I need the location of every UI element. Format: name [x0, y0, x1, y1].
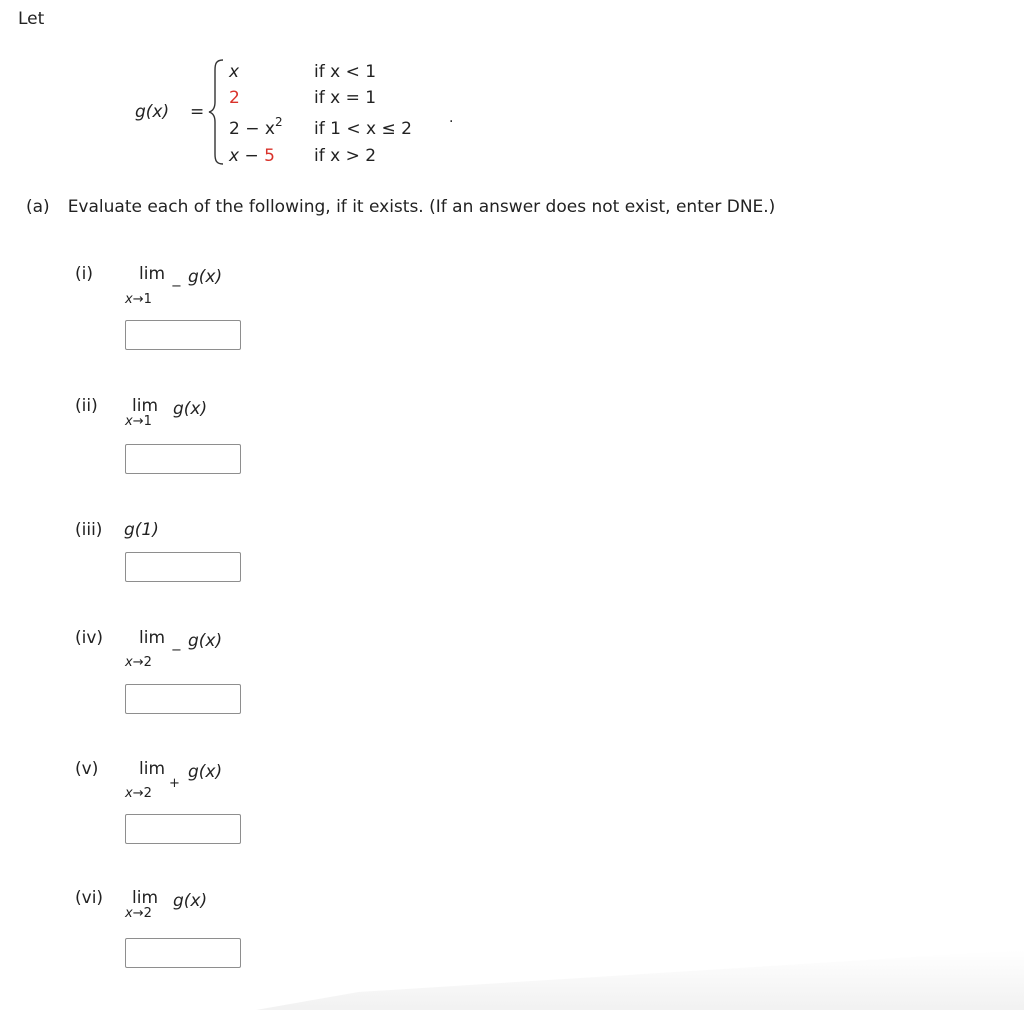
left-brace-icon: [208, 58, 226, 166]
limit-label: lim: [139, 759, 166, 779]
question-number: (iv): [75, 628, 104, 648]
equals-sign: =: [190, 102, 205, 122]
question-number: (i): [75, 264, 93, 284]
limit-label: lim: [139, 264, 166, 284]
piece-3-exponent: 2: [274, 115, 283, 129]
limit-function: g(x): [173, 399, 208, 419]
answer-input-iii[interactable]: [125, 552, 241, 582]
piece-4-expr: [229, 146, 275, 166]
limit-label: lim: [132, 396, 159, 416]
limit-side: −: [171, 643, 182, 658]
piece-3-condition: if 1 < x ≤ 2: [314, 119, 412, 139]
part-a-heading: [26, 197, 775, 217]
answer-input-iv[interactable]: [125, 684, 241, 714]
question-number: (ii): [75, 396, 98, 416]
piece-2-expr: 2: [229, 88, 240, 108]
limit-subscript: x→2: [125, 786, 152, 801]
piece-3-base: 2 − x: [229, 119, 275, 139]
piece-1-condition: if x < 1: [314, 62, 377, 82]
question-number: (vi): [75, 888, 104, 908]
limit-subscript: x→1: [125, 292, 152, 307]
piece-4-var: x −: [229, 146, 265, 166]
question-number: (v): [75, 759, 99, 779]
part-a-instruction: Evaluate each of the following, if it exists. (If an answer does not exist, enter DNE.): [67, 197, 776, 217]
limit-function: g(x): [173, 891, 208, 911]
limit-function: g(x): [188, 762, 223, 782]
function-value: g(1): [124, 520, 159, 540]
question-number: (iii): [75, 520, 103, 540]
limit-function: g(x): [188, 631, 223, 651]
piece-3-expr: [229, 115, 283, 139]
limit-side: +: [169, 776, 180, 791]
limit-function: g(x): [188, 267, 223, 287]
limit-subscript: x→2: [125, 655, 152, 670]
piece-4-const: 5: [264, 146, 275, 166]
piece-4-condition: if x > 2: [314, 146, 377, 166]
answer-input-ii[interactable]: [125, 444, 241, 474]
answer-input-vi[interactable]: [125, 938, 241, 968]
limit-side: −: [171, 279, 182, 294]
answer-input-i[interactable]: [125, 320, 241, 350]
function-name: g(x): [135, 102, 170, 122]
definition-period: .: [449, 110, 454, 126]
limit-subscript: x→2: [125, 906, 152, 921]
piece-2-condition: if x = 1: [314, 88, 377, 108]
piece-1-expr: x: [229, 62, 240, 82]
answer-input-v[interactable]: [125, 814, 241, 844]
limit-label: lim: [132, 888, 159, 908]
limit-subscript: x→1: [125, 414, 152, 429]
limit-label: lim: [139, 628, 166, 648]
intro-text: Let: [18, 9, 45, 29]
part-a-label: (a): [26, 197, 50, 217]
